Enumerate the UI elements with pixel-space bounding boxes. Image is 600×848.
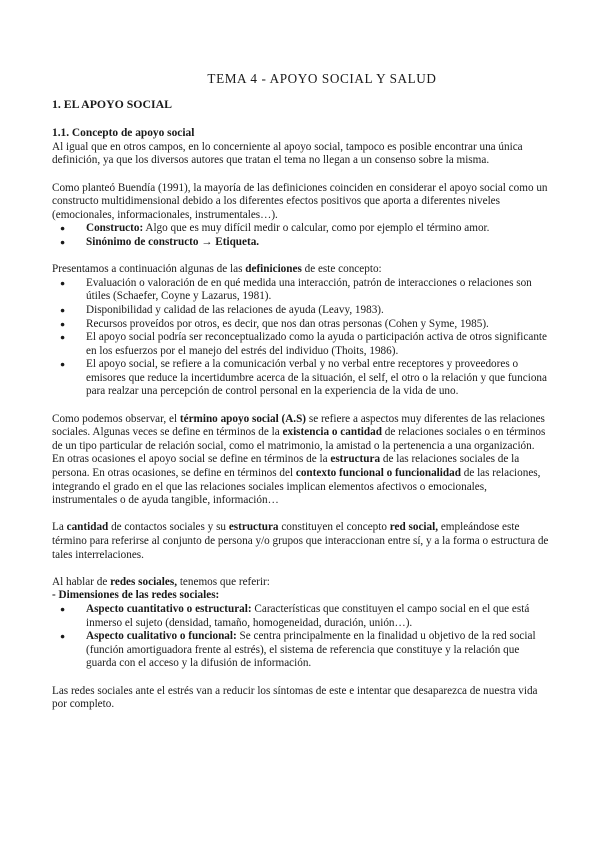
intro-paragraph: Al igual que en otros campos, en lo concerniente al apoyo social, tampoco es posible encontrar una única definición, ya que los diversos autores que tratan el tema no llegan a un consenso sobre la misma. (52, 140, 523, 167)
closing-paragraph: Las redes sociales ante el estrés van a reducir los síntomas de este e intentar que desaparezca de nuestra vida por completo. (52, 684, 538, 711)
list-item: ● Aspecto cualitativo o funcional: Se centra principalmente en la finalidad u objetivo de la red social (función amortiguadora frente al estrés), el sistema de referencia que constituye y la relación que guarda con el acceso y la difusión de información. (86, 630, 552, 671)
section-heading: 1. EL APOYO SOCIAL (52, 96, 172, 111)
redes-intro: Al hablar de redes sociales, tenemos que referir: (52, 575, 270, 588)
list-item: ● Aspecto cuantitativo o estructural: Características que constituyen el campo social en el que está inmerso el sujeto (densidad, tamaño, homogeneidad, duración, unión…). (86, 603, 552, 630)
subsection-heading: 1.1. Concepto de apoyo social (52, 127, 195, 140)
constructo-list (52, 222, 552, 249)
sinonimo-text: Sinónimo de constructo → Etiqueta. (86, 235, 260, 248)
list-item (86, 222, 552, 236)
apoyo-social-paragraph: Como podemos observar, el término apoyo social (A.S) se refiere a aspectos muy diferentes de las relaciones sociales. Algunas veces se define en términos de la existencia o cantidad de relaciones sociales o en términos de un tipo particular de relación social, como el matrimonio, la amistad o la pertenencia a una organización. (52, 412, 546, 452)
list-item: ● El apoyo social, se refiere a la comunicación verbal y no verbal entre receptores y proveedores o emisores que reduce la incertidumbre acerca de la situación, el self, el otro o la relación y que funciona para realzar una percepción de control personal en la experiencia de la vida de uno. (86, 358, 552, 399)
estructura-paragraph: En otras ocasiones el apoyo social se define en términos de la estructura de las relaciones sociales de la persona. En otras ocasiones, se define en términos del contexto funcional o funcionalidad de las relaciones, integrando el grado en el que las relaciones sociales implican elementos afectivos o emocionales, instrumentales o de ayuda tangible, información… (52, 453, 541, 507)
constructo-term: Constructo: (86, 222, 144, 235)
dimensions-list (52, 603, 552, 671)
buendia-paragraph: Como planteó Buendía (1991), la mayoría de las definiciones coinciden en considerar el apoyo social como un constructo multidimensional debido a los diferentes efectos positivos que aporta a diferentes niveles (emocionales, informacionales, instrumentales…). (52, 181, 548, 221)
dimensiones-heading: - Dimensiones de las redes sociales: (52, 589, 220, 602)
definitions-intro: Presentamos a continuación algunas de las definiciones de este concepto: (52, 263, 382, 276)
list-item: ● Disponibilidad y calidad de las relaciones de ayuda (Leavy, 1983). (86, 304, 552, 318)
page-title: TEMA 4 - APOYO SOCIAL Y SALUD (207, 71, 437, 86)
list-item: ● El apoyo social podría ser reconceptualizado como la ayuda o participación activa de otros significante en los esfuerzos por el manejo del estrés del individuo (Thoits, 1986). (86, 331, 552, 358)
list-item: ● Evaluación o valoración de en qué medida una interacción, patrón de interacciones o relaciones son útiles (Schaefer, Coyne y Lazarus, 1981). (86, 277, 552, 304)
constructo-def: Algo que es muy difícil medir o calcular, como por ejemplo el término amor. (143, 222, 490, 235)
red-social-paragraph: La cantidad de contactos sociales y su estructura constituyen el concepto red social, empleándose este término para referirse al conjunto de persona y/o grupos que interaccionan entre sí, y a la forma o estructura de tales interrelaciones. (52, 521, 549, 561)
definitions-list (52, 277, 552, 399)
list-item: ● Recursos proveídos por otros, es decir, que nos dan otras personas (Cohen y Syme, 1985). (86, 318, 552, 332)
list-item (86, 236, 552, 250)
